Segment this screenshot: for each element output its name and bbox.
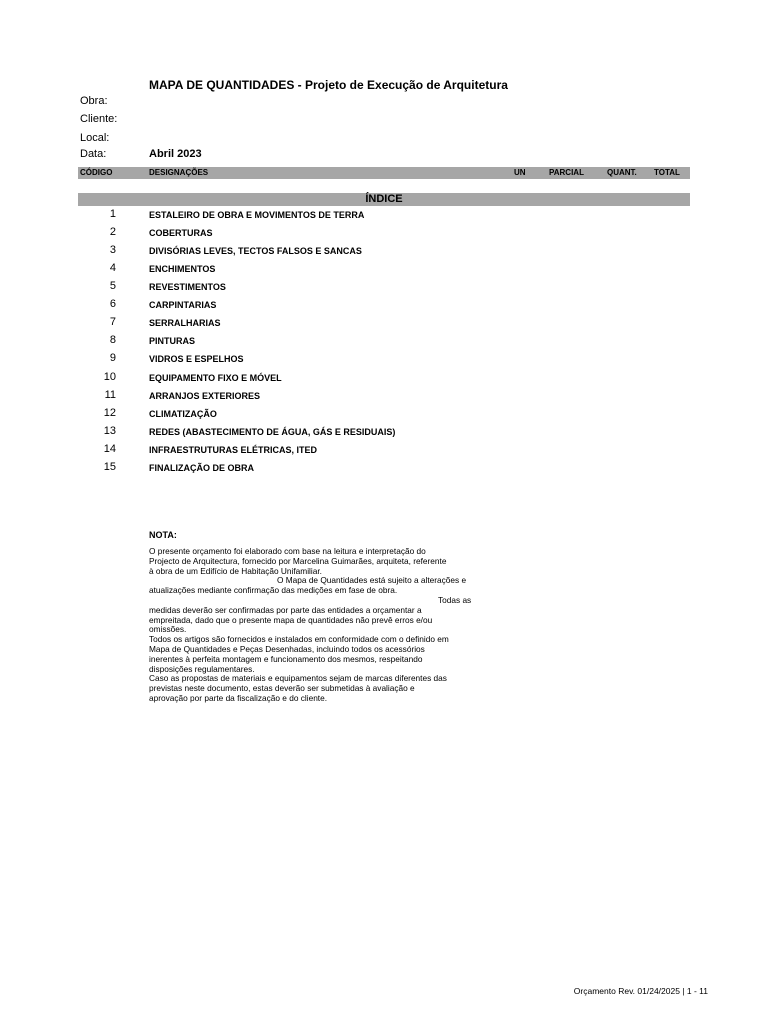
index-row	[78, 262, 690, 280]
index-row	[78, 244, 690, 262]
index-label: ENCHIMENTOS	[149, 264, 216, 274]
column-code: CÓDIGO	[80, 168, 113, 177]
meta-label-data: Data:	[80, 148, 107, 160]
column-partial: PARCIAL	[549, 168, 584, 177]
nota-line: Caso as propostas de materiais e equipamentos sejam de marcas diferentes das	[149, 673, 447, 684]
index-number: 4	[109, 262, 116, 274]
nota-line: previstas neste documento, estas deverão ser submetidas à avaliação e	[149, 683, 415, 694]
nota-line: Todas as	[438, 594, 472, 605]
index-number: 13	[103, 425, 116, 437]
index-number: 2	[109, 226, 116, 238]
meta-label-local: Local:	[80, 132, 110, 144]
index-number: 6	[109, 298, 116, 310]
index-row	[78, 461, 690, 479]
nota-line: empreitada, dado que o presente mapa de quantidades não prevê erros e/ou	[149, 614, 433, 625]
meta-label-obra: Obra:	[80, 95, 108, 107]
index-number: 5	[109, 280, 116, 292]
nota-line: O Mapa de Quantidades está sujeito a alterações e	[277, 575, 467, 586]
index-row	[78, 371, 690, 389]
index-label: EQUIPAMENTO FIXO E MÓVEL	[149, 373, 282, 383]
nota-line: medidas deverão ser confirmadas por parte das entidades a orçamentar a	[149, 604, 422, 615]
nota-text	[149, 547, 501, 704]
index-row	[78, 425, 690, 443]
nota-line: à obra de um Edifício de Habitação Unifamiliar.	[149, 565, 322, 576]
nota-label: NOTA:	[149, 530, 177, 540]
column-total: TOTAL	[654, 168, 680, 177]
nota-line: Projecto de Arquitectura, fornecido por Marcelina Guimarães, arquiteta, referente	[149, 555, 447, 566]
nota-line: atualizações mediante confirmação das medições em fase de obra.	[149, 585, 398, 596]
nota-line: O presente orçamento foi elaborado com base na leitura e interpretação do	[149, 546, 426, 556]
index-row	[78, 389, 690, 407]
index-label: INFRAESTRUTURAS ELÉTRICAS, ITED	[149, 445, 318, 455]
index-number: 1	[109, 208, 116, 220]
index-label: REVESTIMENTOS	[149, 282, 226, 292]
column-quantity: QUANT.	[607, 168, 637, 177]
column-unit: UN	[514, 168, 526, 177]
nota-line: omissões.	[149, 624, 187, 635]
index-row	[78, 316, 690, 334]
nota-line: aprovação por parte da fiscalização e do cliente.	[149, 692, 328, 703]
index-row	[78, 280, 690, 298]
nota-line: Todos os artigos são fornecidos e instalados em conformidade com o definido em	[149, 634, 449, 645]
document-title: MAPA DE QUANTIDADES - Projeto de Execução de Arquitetura	[149, 78, 508, 92]
index-label: CARPINTARIAS	[149, 300, 217, 310]
index-label: PINTURAS	[149, 336, 196, 346]
column-header-bar	[78, 167, 690, 179]
index-label: COBERTURAS	[149, 228, 213, 238]
index-title: ÍNDICE	[78, 193, 690, 206]
index-number: 12	[103, 407, 116, 419]
index-label: REDES (ABASTECIMENTO DE ÁGUA, GÁS E RESIDUAIS)	[149, 427, 396, 437]
index-label: ESTALEIRO DE OBRA E MOVIMENTOS DE TERRA	[149, 210, 365, 220]
index-label: VIDROS E ESPELHOS	[149, 354, 244, 364]
index-row	[78, 208, 690, 226]
index-row	[78, 352, 690, 370]
index-label: CLIMATIZAÇÃO	[149, 409, 217, 419]
index-row	[78, 298, 690, 316]
index-label: SERRALHARIAS	[149, 318, 221, 328]
page-footer: Orçamento Rev. 01/24/2025 | 1 - 11	[573, 986, 708, 996]
index-row	[78, 226, 690, 244]
nota-line: disposições regulamentares.	[149, 663, 255, 674]
index-label: FINALIZAÇÃO DE OBRA	[149, 463, 254, 473]
index-number: 10	[103, 371, 116, 383]
index-number: 11	[104, 389, 116, 401]
index-row	[78, 407, 690, 425]
index-number: 9	[109, 352, 116, 364]
column-designation: DESIGNAÇÕES	[149, 168, 209, 177]
nota-line: inerentes à perfeita montagem e funcionamento dos mesmos, respeitando	[149, 653, 423, 664]
index-row	[78, 334, 690, 352]
index-label: ARRANJOS EXTERIORES	[149, 391, 261, 401]
index-number: 7	[109, 316, 116, 328]
index-row	[78, 443, 690, 461]
index-number: 3	[109, 244, 116, 256]
index-label: DIVISÓRIAS LEVES, TECTOS FALSOS E SANCAS	[149, 246, 362, 256]
nota-line: Mapa de Quantidades e Peças Desenhadas, incluindo todos os acessórios	[149, 643, 425, 654]
index-number: 15	[103, 461, 116, 473]
meta-value-data: Abril 2023	[149, 148, 202, 160]
meta-label-cliente: Cliente:	[80, 113, 118, 125]
index-number: 14	[103, 443, 116, 455]
index-number: 8	[109, 334, 116, 346]
